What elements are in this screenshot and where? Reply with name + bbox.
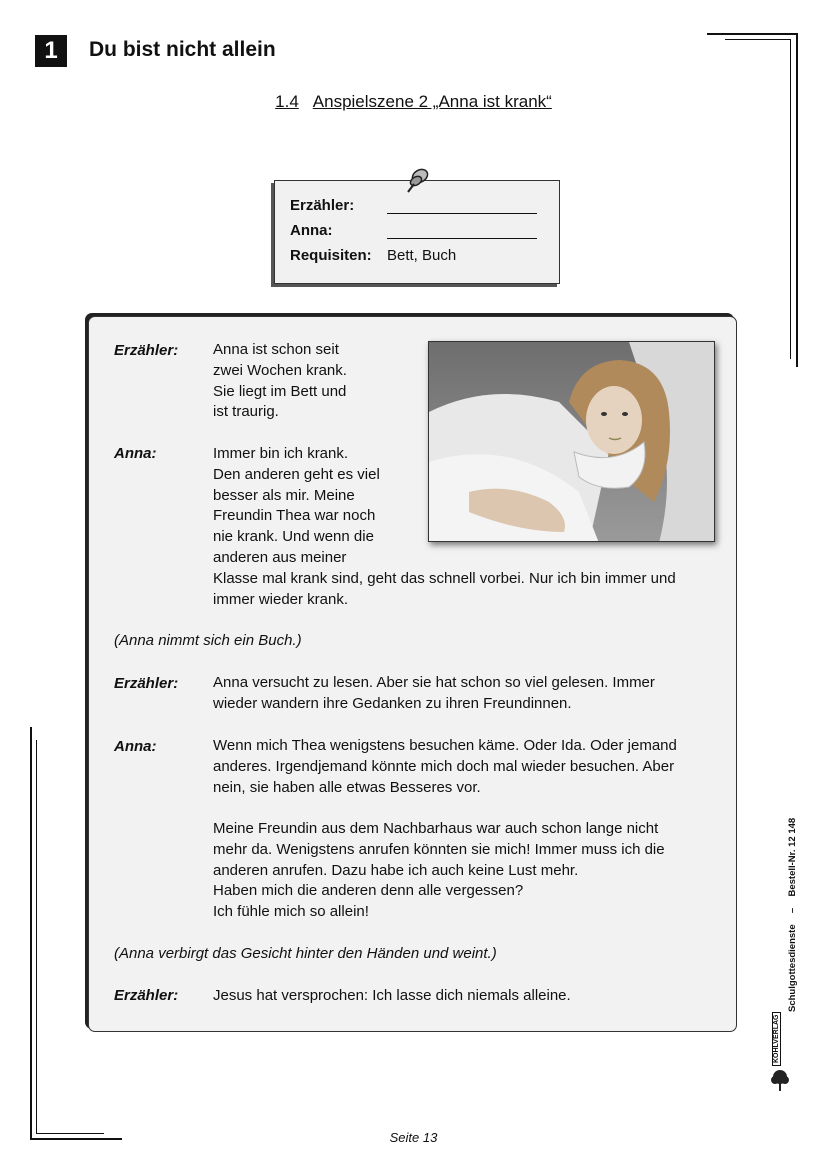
anna-text-2 (213, 736, 677, 798)
order-number: Bestell-Nr. 12 148 (787, 817, 798, 897)
chapter-title: Du bist nicht allein (89, 38, 276, 61)
publisher-logo: KOHLVERLAG (772, 1012, 781, 1066)
text-line: nein, sie haben alle etwas Besseres vor. (213, 778, 481, 796)
series-name: Schulgottesdienste (787, 924, 798, 1012)
cast-row-narrator (290, 197, 537, 214)
narrator-text-3 (213, 986, 571, 1007)
text-line: Klasse mal krank sind, geht das schnell vorbei. Nur ich bin immer und (213, 569, 676, 587)
text-line: Immer bin ich krank. (213, 445, 349, 462)
speaker-narrator: Erzähler: (114, 342, 179, 359)
cast-row-props (290, 247, 456, 264)
stage-direction-2: (Anna verbirgt das Gesicht hinter den Händen und weint.) (114, 945, 497, 962)
cast-label: Requisiten: (290, 247, 372, 264)
text-line: nie krank. Und wenn die (213, 528, 374, 546)
text-line: Sie liegt im Bett und (213, 382, 347, 400)
pushpin-icon (403, 167, 433, 195)
stage-direction-1: (Anna nimmt sich ein Buch.) (114, 632, 302, 649)
text-line: Meine Freundin aus dem Nachbarhaus war auch schon lange nicht (213, 820, 659, 837)
text-line: zwei Wochen krank. (213, 361, 347, 379)
section-title (0, 92, 827, 112)
cast-label: Anna: (290, 222, 333, 239)
frame-line-top-right-v1 (796, 33, 798, 367)
tree-logo-icon (770, 1068, 790, 1092)
text-line: anderen aus meiner (213, 548, 347, 566)
cast-label: Erzähler: (290, 197, 355, 214)
cast-box (274, 180, 560, 284)
anna-text-1 (213, 444, 676, 610)
section-number: 1.4 (275, 92, 299, 111)
text-line: Den anderen geht es viel (213, 465, 380, 483)
text-line: Jesus hat versprochen: Ich lasse dich niemals alleine. (213, 987, 571, 1004)
page-number: Seite 13 (389, 1130, 438, 1145)
text-line: anderes. Irgendjemand könnte mich doch mal wieder besuchen. Aber (213, 757, 675, 775)
text-line: Anna ist schon seit (213, 341, 339, 358)
frame-line-top-right-h2 (725, 39, 791, 40)
section-title-text: Anspielszene 2 „Anna ist krank“ (312, 92, 552, 111)
speaker-narrator: Erzähler: (114, 987, 179, 1004)
speaker-anna: Anna: (114, 738, 157, 755)
narrator-text-1 (213, 340, 347, 423)
frame-line-top-right-h1 (707, 33, 797, 35)
text-line: Wenn mich Thea wenigstens besuchen käme. Oder Ida. Oder jemand (213, 737, 677, 754)
text-line: Anna versucht zu lesen. Aber sie hat schon so viel gelesen. Immer (213, 674, 655, 691)
text-line: Freundin Thea war noch (213, 507, 376, 525)
narrator-text-2 (213, 673, 655, 715)
text-line: Ich fühle mich so allein! (213, 903, 369, 921)
cast-blank (387, 224, 537, 239)
text-line: Haben mich die anderen denn alle vergessen? (213, 882, 524, 900)
text-line: immer wieder krank. (213, 590, 349, 608)
cast-blank (387, 199, 537, 214)
text-line: ist traurig. (213, 403, 279, 421)
text-line: besser als mir. Meine (213, 486, 355, 504)
anna-text-3 (213, 819, 665, 923)
sidebar-series (787, 818, 798, 1012)
text-line: anderen anrufen. Dazu habe ich auch keine Lust mehr. (213, 861, 579, 879)
cast-row-anna (290, 222, 537, 239)
series-separator: – (787, 907, 798, 914)
frame-line-bottom-left-v1 (30, 727, 32, 1139)
text-line: mehr da. Wenigstens anrufen könnten sie mich! Immer muss ich die (213, 840, 665, 858)
frame-line-bottom-left-v2 (36, 740, 37, 1134)
cast-value: Bett, Buch (387, 247, 457, 264)
frame-line-top-right-v2 (790, 39, 791, 359)
speaker-narrator: Erzähler: (114, 675, 179, 692)
speaker-anna: Anna: (114, 445, 157, 462)
text-line: wieder wandern ihre Gedanken zu ihren Freundinnen. (213, 694, 572, 712)
chapter-number: 1 (35, 35, 67, 67)
